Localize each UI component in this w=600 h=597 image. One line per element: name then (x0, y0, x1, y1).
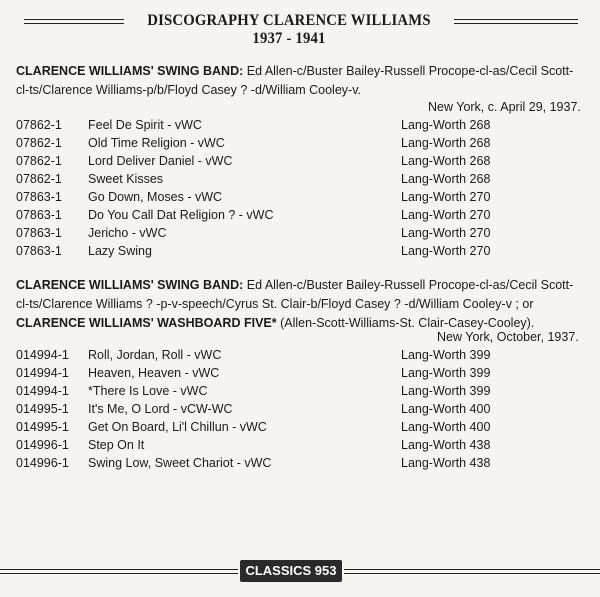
track-title: Lord Deliver Daniel - vWC (88, 154, 233, 168)
track-label: Lang-Worth 270 (401, 190, 491, 204)
session1-location: New York, c. April 29, 1937. (428, 100, 581, 114)
track-title: Get On Board, Li'l Chillun - vWC (88, 420, 267, 434)
track-matrix: 014996-1 (16, 438, 69, 452)
track-label: Lang-Worth 270 (401, 226, 491, 240)
track-row (16, 116, 576, 134)
track-matrix: 014994-1 (16, 384, 69, 398)
track-title: Lazy Swing (88, 244, 152, 258)
track-row (16, 364, 576, 382)
session2-personnel-text: Ed Allen-c/Buster Bailey-Russell Procope-cl-as/Cecil Scott-cl-ts/Clarence Williams ? -p-v-speech/Cyrus St. Clair-b/Floyd Casey ? -d/William Cooley-v ; or (16, 278, 574, 311)
track-label: Lang-Worth 270 (401, 208, 491, 222)
track-title: Swing Low, Sweet Chariot - vWC (88, 456, 272, 470)
track-matrix: 07862-1 (16, 172, 62, 186)
session1-band-name: CLARENCE WILLIAMS' SWING BAND: (16, 64, 244, 78)
track-matrix: 07863-1 (16, 244, 62, 258)
session2-personnel (16, 276, 576, 333)
track-label: Lang-Worth 270 (401, 244, 491, 258)
track-row (16, 152, 576, 170)
track-row (16, 134, 576, 152)
track-row (16, 242, 576, 260)
session2-location: New York, October, 1937. (437, 330, 579, 344)
track-row (16, 206, 576, 224)
track-title: Go Down, Moses - vWC (88, 190, 223, 204)
track-matrix: 014995-1 (16, 420, 69, 434)
session2-personnel-text-2: (Allen-Scott-Williams-St. Clair-Casey-Cooley). (280, 316, 535, 330)
session1-personnel (16, 62, 576, 100)
track-label: Lang-Worth 268 (401, 136, 491, 150)
track-row (16, 382, 576, 400)
track-row (16, 454, 576, 472)
header-rule-right (454, 19, 578, 24)
catalog-badge: CLASSICS 953 (240, 560, 342, 582)
track-label: Lang-Worth 268 (401, 118, 491, 132)
track-title: It's Me, O Lord - vCW-WC (88, 402, 233, 416)
track-label: Lang-Worth 399 (401, 348, 491, 362)
session1-tracklist (16, 116, 576, 260)
track-matrix: 07863-1 (16, 226, 62, 240)
track-title: Roll, Jordan, Roll - vWC (88, 348, 222, 362)
track-row (16, 224, 576, 242)
track-matrix: 07863-1 (16, 208, 62, 222)
track-matrix: 07862-1 (16, 154, 62, 168)
footer-rule-right (344, 569, 600, 574)
track-label: Lang-Worth 438 (401, 438, 491, 452)
header-rule-left (24, 19, 124, 24)
session2-band-name: CLARENCE WILLIAMS' SWING BAND: (16, 278, 244, 292)
track-matrix: 014996-1 (16, 456, 69, 470)
track-label: Lang-Worth 399 (401, 366, 491, 380)
track-matrix: 014995-1 (16, 402, 69, 416)
track-title: Do You Call Dat Religion ? - vWC (88, 208, 274, 222)
track-row (16, 188, 576, 206)
track-title: Step On It (88, 438, 145, 452)
track-title: Sweet Kisses (88, 172, 164, 186)
session2-tracklist (16, 346, 576, 472)
track-matrix: 07862-1 (16, 118, 62, 132)
header (0, 12, 600, 47)
track-label: Lang-Worth 268 (401, 154, 491, 168)
track-matrix: 014994-1 (16, 348, 69, 362)
track-label: Lang-Worth 268 (401, 172, 491, 186)
track-row (16, 418, 576, 436)
track-row (16, 346, 576, 364)
track-row (16, 400, 576, 418)
track-row (16, 170, 576, 188)
track-label: Lang-Worth 438 (401, 456, 491, 470)
track-title: *There Is Love - vWC (88, 384, 208, 398)
track-title: Heaven, Heaven - vWC (88, 366, 220, 380)
track-label: Lang-Worth 399 (401, 384, 491, 398)
track-title: Feel De Spirit - vWC (88, 118, 202, 132)
track-row (16, 436, 576, 454)
track-label: Lang-Worth 400 (401, 402, 491, 416)
track-label: Lang-Worth 400 (401, 420, 491, 434)
track-title: Jericho - vWC (88, 226, 167, 240)
track-title: Old Time Religion - vWC (88, 136, 225, 150)
footer-rule-left (0, 569, 238, 574)
track-matrix: 07863-1 (16, 190, 62, 204)
page-title: DISCOGRAPHY CLARENCE WILLIAMS 1937 - 1941 (147, 12, 431, 47)
session1-personnel-text: Ed Allen-c/Buster Bailey-Russell Procope-cl-as/Cecil Scott-cl-ts/Clarence Williams-p/b/Floyd Casey ? -d/William Cooley-v. (16, 64, 574, 97)
track-matrix: 07862-1 (16, 136, 62, 150)
footer (0, 560, 600, 584)
session2-band-name-2: CLARENCE WILLIAMS' WASHBOARD FIVE* (16, 316, 277, 330)
track-matrix: 014994-1 (16, 366, 69, 380)
